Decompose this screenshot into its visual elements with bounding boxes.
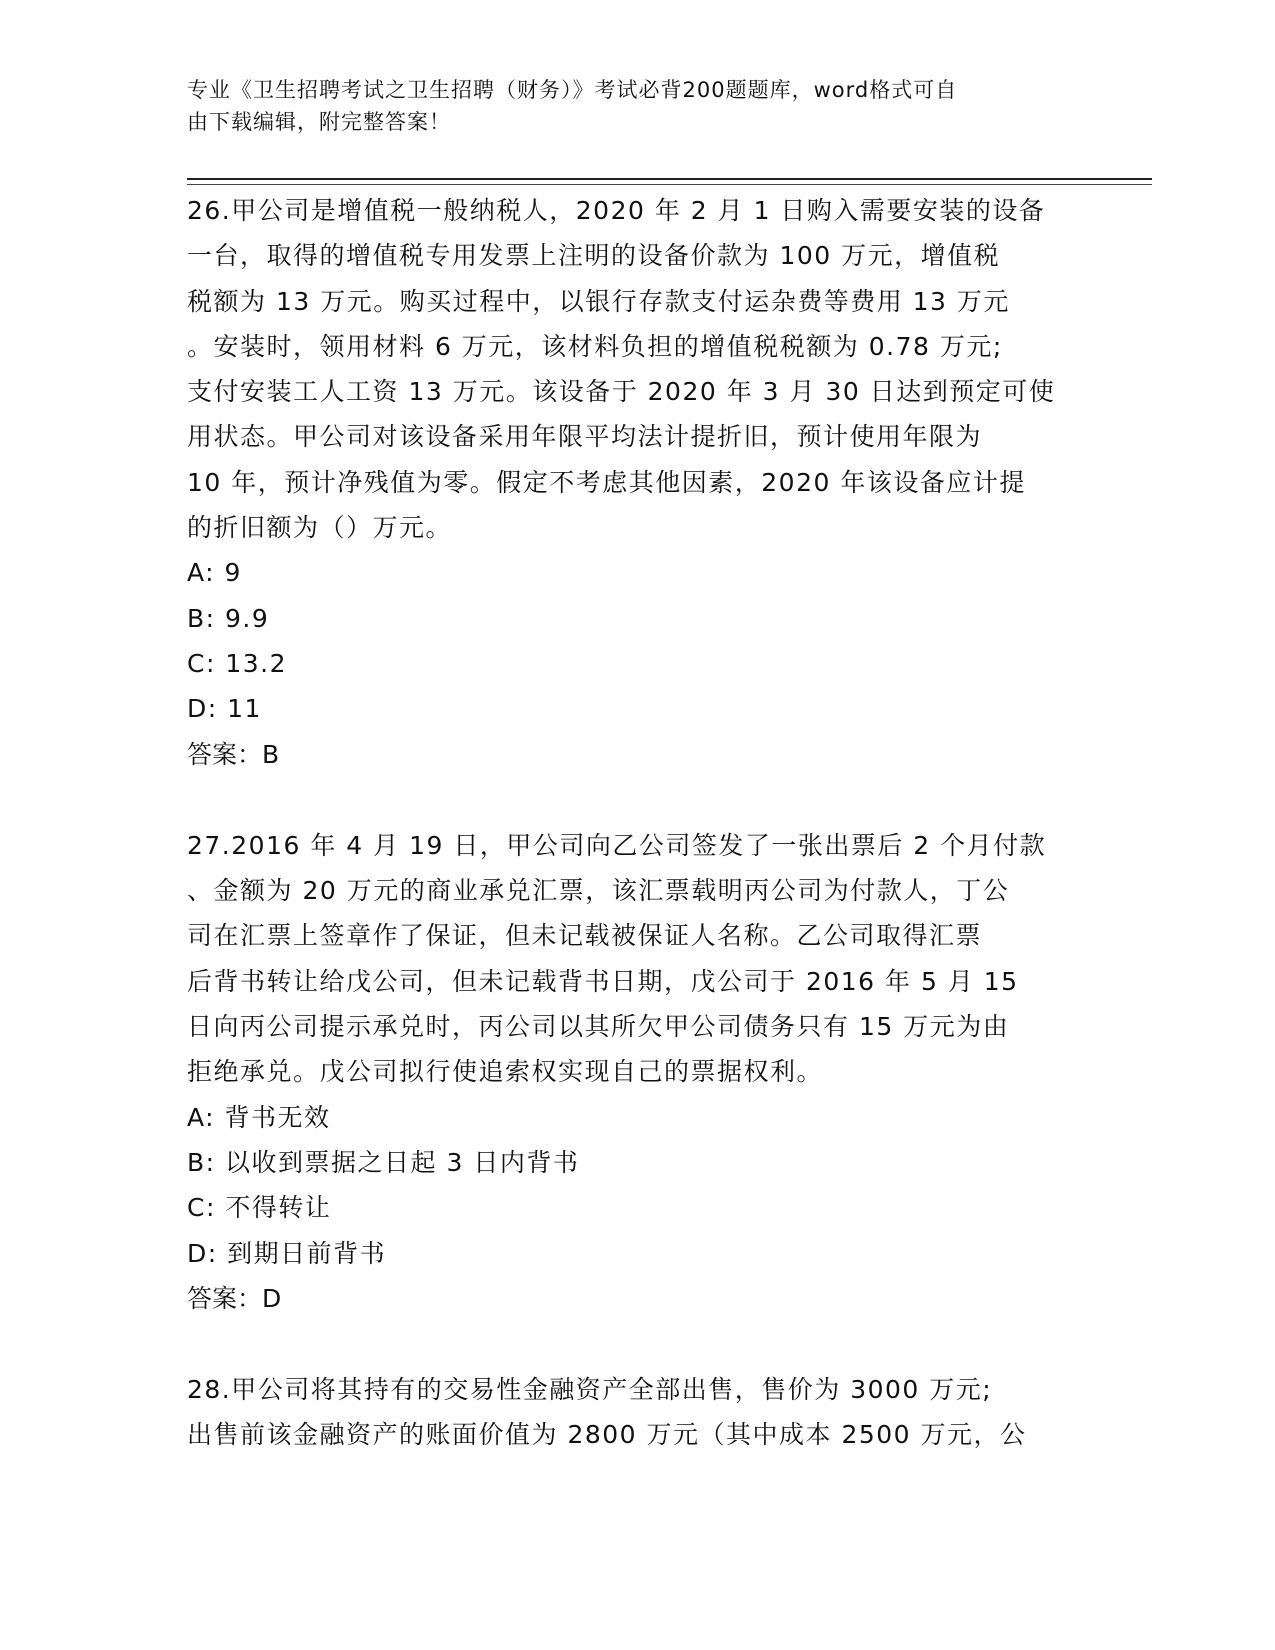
question-28 bbox=[187, 1367, 1087, 1458]
document-header bbox=[187, 74, 1067, 138]
header-line-1: 专业《卫生招聘考试之卫生招聘（财务）》考试必背200题题库，word格式可自 bbox=[187, 78, 958, 102]
question-text-line: 27.2016 年 4 月 19 日，甲公司向乙公司签发了一张出票后 2 个月付款 bbox=[187, 830, 1047, 860]
question-text-line: 拒绝承兑。戊公司拟行使追索权实现自己的票据权利。 bbox=[187, 1057, 824, 1087]
header-line-2: 由下载编辑，附完整答案！ bbox=[187, 110, 451, 134]
option-a: A: 9 bbox=[187, 558, 242, 588]
question-text-line: 支付安装工人工资 13 万元。该设备于 2020 年 3 月 30 日达到预定可使 bbox=[187, 377, 1056, 407]
option-b: B: 以收到票据之日起 3 日内背书 bbox=[187, 1147, 580, 1177]
question-text-line: 日向丙公司提示承兑时，丙公司以其所欠甲公司债务只有 15 万元为由 bbox=[187, 1012, 1010, 1042]
question-list bbox=[187, 188, 1087, 1458]
answer-label: 答案：B bbox=[187, 739, 280, 769]
question-spacer bbox=[187, 1321, 1087, 1367]
question-text-line: 28.甲公司将其持有的交易性金融资产全部出售，售价为 3000 万元; bbox=[187, 1375, 993, 1405]
question-text-line: 后背书转让给戊公司，但未记载背书日期，戊公司于 2016 年 5 月 15 bbox=[187, 966, 1019, 996]
question-27 bbox=[187, 823, 1087, 1321]
question-text-line: 一台，取得的增值税专用发票上注明的设备价款为 100 万元，增值税 bbox=[187, 241, 1001, 271]
header-divider-thick bbox=[187, 178, 1152, 180]
option-c: C: 13.2 bbox=[187, 648, 287, 678]
option-c: C: 不得转让 bbox=[187, 1193, 332, 1223]
option-a: A: 背书无效 bbox=[187, 1102, 331, 1132]
question-26 bbox=[187, 188, 1087, 777]
question-text-line: 司在汇票上签章作了保证，但未记载被保证人名称。乙公司取得汇票 bbox=[187, 921, 983, 951]
header-divider-thin bbox=[187, 184, 1152, 185]
question-text-line: 、金额为 20 万元的商业承兑汇票，该汇票载明丙公司为付款人，丁公 bbox=[187, 876, 1010, 906]
question-text-line: 26.甲公司是增值税一般纳税人，2020 年 2 月 1 日购入需要安装的设备 bbox=[187, 196, 1046, 225]
answer-label: 答案：D bbox=[187, 1283, 282, 1313]
question-spacer bbox=[187, 777, 1087, 823]
question-text-line: 用状态。甲公司对该设备采用年限平均法计提折旧，预计使用年限为 bbox=[187, 422, 983, 452]
question-text-line: 。安装时，领用材料 6 万元，该材料负担的增值税税额为 0.78 万元; bbox=[187, 331, 1003, 361]
option-d: D: 11 bbox=[187, 694, 262, 724]
option-d: D: 到期日前背书 bbox=[187, 1238, 387, 1268]
question-text-line: 税额为 13 万元。购买过程中，以银行存款支付运杂费等费用 13 万元 bbox=[187, 286, 1010, 316]
option-b: B: 9.9 bbox=[187, 603, 270, 633]
question-text-line: 出售前该金融资产的账面价值为 2800 万元（其中成本 2500 万元，公 bbox=[187, 1420, 1027, 1450]
question-text-line: 10 年，预计净残值为零。假定不考虑其他因素，2020 年该设备应计提 bbox=[187, 467, 1026, 497]
question-text-line: 的折旧额为（）万元。 bbox=[187, 513, 453, 543]
